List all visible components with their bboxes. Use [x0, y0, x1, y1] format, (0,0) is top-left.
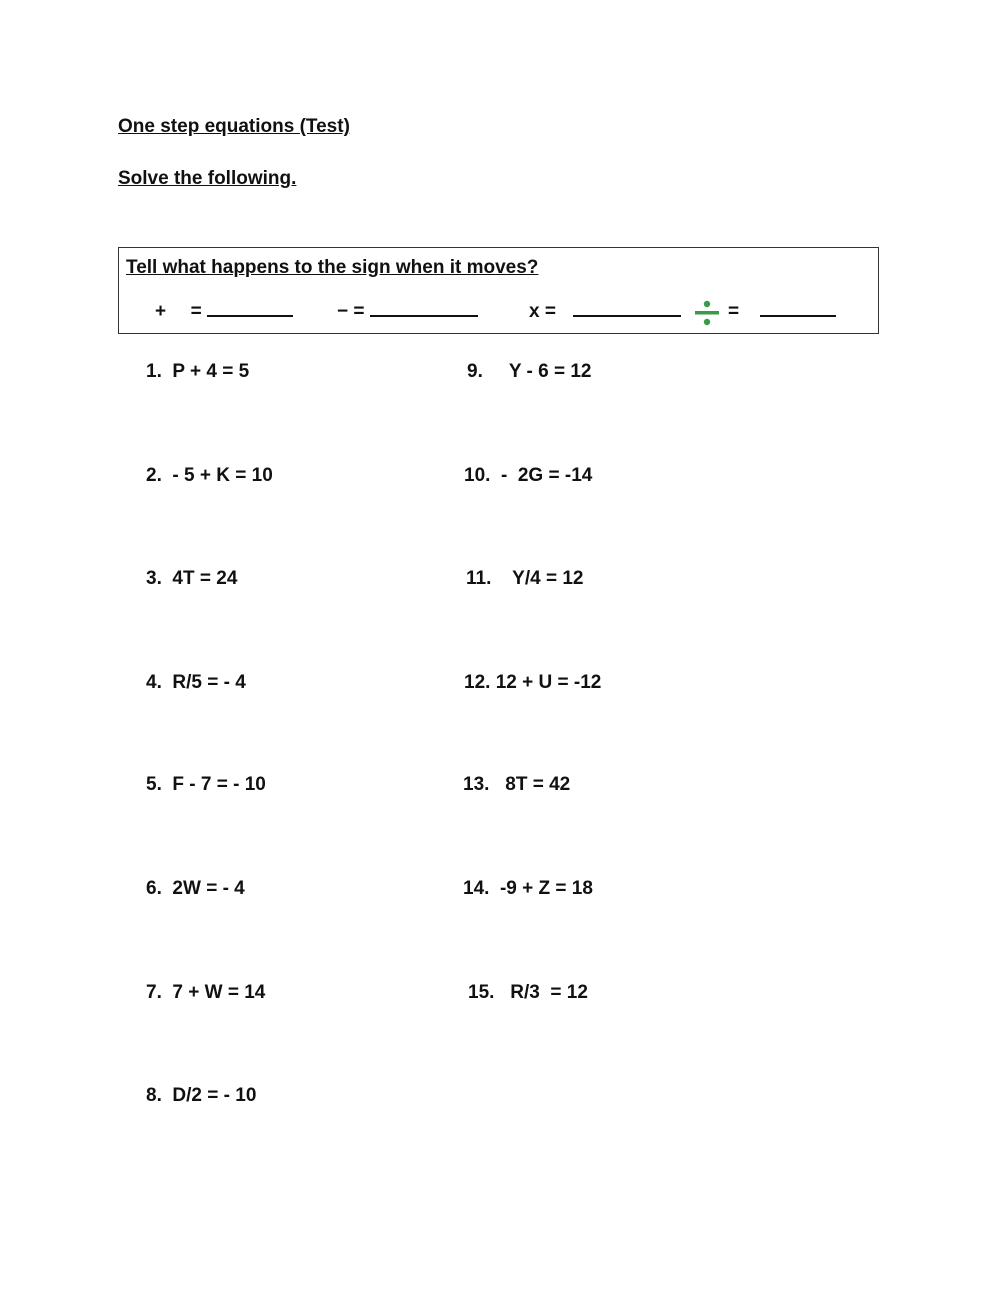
problem-1	[146, 361, 249, 383]
problem-number: 6.	[146, 878, 162, 899]
problem-4	[146, 672, 246, 694]
problem-number: 2.	[146, 465, 162, 486]
problem-number: 13.	[463, 774, 490, 795]
problem-9	[467, 361, 592, 383]
problem-14	[463, 878, 593, 900]
problem-equation: P + 4 = 5	[172, 361, 250, 382]
divide-icon	[694, 298, 720, 328]
problem-number: 4.	[146, 672, 162, 693]
problem-6	[146, 878, 245, 900]
problem-equation: 2W = - 4	[172, 878, 245, 899]
problem-equation: 4T = 24	[172, 568, 238, 589]
problem-number: 11.	[466, 568, 492, 589]
problem-equation: Y/4 = 12	[512, 568, 584, 589]
problem-13	[463, 774, 570, 796]
problem-3	[146, 568, 237, 590]
problem-number: 7.	[146, 982, 162, 1003]
minus-sign-rule	[337, 301, 478, 323]
problem-number: 10.	[464, 465, 491, 486]
problem-10	[464, 465, 592, 487]
problem-2	[146, 465, 273, 487]
minus-symbol: −	[337, 301, 349, 322]
divide-sign-rule	[728, 301, 836, 323]
problem-equation: Y - 6 = 12	[508, 361, 592, 382]
minus-equals: =	[353, 301, 365, 322]
problem-equation: 8T = 42	[505, 774, 571, 795]
worksheet-instruction: Solve the following.	[118, 168, 297, 189]
problem-number: 9.	[467, 361, 483, 382]
problem-equation: R/3 = 12	[510, 982, 588, 1003]
problem-number: 3.	[146, 568, 162, 589]
problem-number: 5.	[146, 774, 162, 795]
problem-7	[146, 982, 265, 1004]
worksheet-title: One step equations (Test)	[118, 116, 350, 137]
plus-sign-rule	[155, 301, 293, 323]
problem-12	[464, 672, 601, 694]
problem-equation: - 2G = -14	[500, 465, 593, 486]
problem-number: 14.	[463, 878, 490, 899]
problem-equation: F - 7 = - 10	[172, 774, 266, 795]
problem-equation: 12 + U = -12	[495, 672, 602, 693]
problem-equation: - 5 + K = 10	[172, 465, 273, 486]
problem-15	[468, 982, 588, 1004]
problem-number: 1.	[146, 361, 162, 382]
times-sign-rule	[529, 301, 681, 323]
plus-equals: =	[190, 301, 202, 322]
problem-number: 8.	[146, 1085, 162, 1106]
problem-equation: 7 + W = 14	[172, 982, 266, 1003]
sign-rules-question: Tell what happens to the sign when it moves?	[126, 257, 539, 278]
plus-answer-blank[interactable]	[207, 301, 293, 317]
times-symbol: x	[529, 301, 540, 322]
problem-equation: -9 + Z = 18	[499, 878, 593, 899]
plus-symbol: +	[155, 301, 167, 322]
times-equals: =	[544, 301, 556, 322]
divide-answer-blank[interactable]	[760, 301, 836, 317]
divide-equals: =	[728, 301, 740, 322]
problem-equation: D/2 = - 10	[172, 1085, 257, 1106]
problem-5	[146, 774, 266, 796]
problem-number: 12.	[464, 672, 491, 693]
sign-rules-box	[118, 247, 879, 334]
problem-equation: R/5 = - 4	[172, 672, 246, 693]
minus-answer-blank[interactable]	[370, 301, 478, 317]
problem-11	[466, 568, 583, 590]
problem-8	[146, 1085, 256, 1107]
times-answer-blank[interactable]	[573, 301, 681, 317]
problem-number: 15.	[468, 982, 495, 1003]
